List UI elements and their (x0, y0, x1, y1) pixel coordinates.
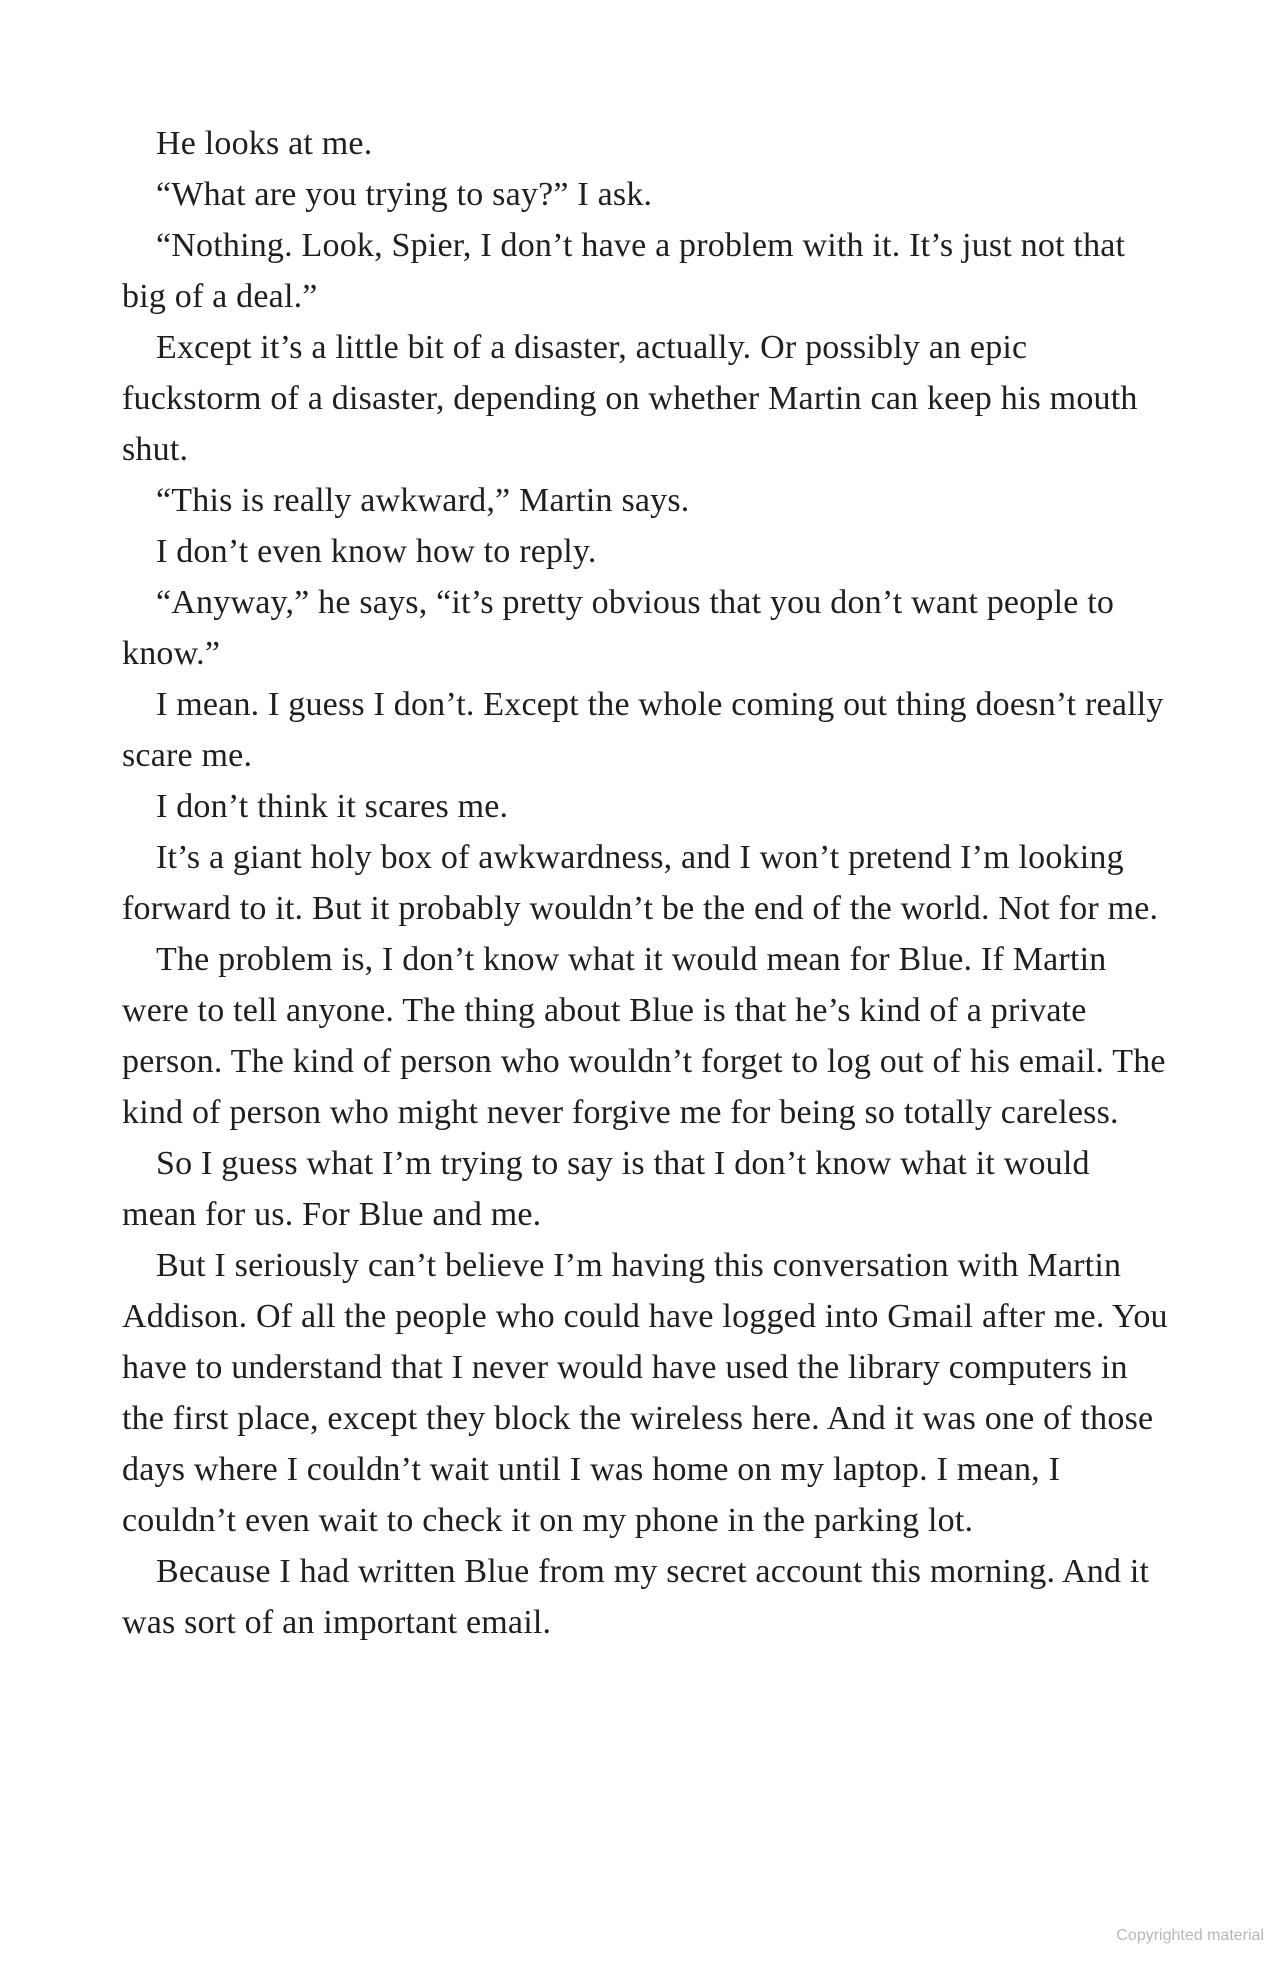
paragraph: “This is really awkward,” Martin says. (156, 482, 690, 519)
copyright-notice: Copyrighted material (1116, 1927, 1264, 1944)
paragraph: The problem is, I don’t know what it would mean for Blue. If Martin were to tell anyone. The thing about Blue is that he’s kind of a private person. The kind of person who wouldn’t forget to log out of his email. The kind of person who might never forgive me for being so totally careless. (122, 941, 1166, 1131)
paragraph: “Anyway,” he says, “it’s pretty obvious that you don’t want people to know.” (122, 584, 1115, 672)
paragraph: He looks at me. (156, 125, 373, 162)
text-block (122, 118, 1168, 1648)
paragraph: But I seriously can’t believe I’m having this conversation with Martin Addison. Of all the people who could have logged into Gmail after me. You have to understand that I never would have used the library computers in the first place, except they block the wireless here. And it was one of those days where I couldn’t wait until I was home on my laptop. I mean, I couldn’t even wait to check it on my phone in the parking lot. (122, 1247, 1168, 1539)
paragraph: It’s a giant holy box of awkwardness, and I won’t pretend I’m looking forward to it. But it probably wouldn’t be the end of the world. Not for me. (122, 839, 1159, 927)
paragraph: I don’t think it scares me. (156, 788, 509, 825)
paragraph: Because I had written Blue from my secret account this morning. And it was sort of an important email. (122, 1553, 1150, 1641)
paragraph: “Nothing. Look, Spier, I don’t have a problem with it. It’s just not that big of a deal.” (122, 227, 1126, 315)
paragraph: So I guess what I’m trying to say is that I don’t know what it would mean for us. For Blue and me. (122, 1145, 1090, 1233)
paragraph: I mean. I guess I don’t. Except the whole coming out thing doesn’t really scare me. (122, 686, 1164, 774)
paragraph: I don’t even know how to reply. (156, 533, 597, 570)
paragraph: Except it’s a little bit of a disaster, actually. Or possibly an epic fuckstorm of a disaster, depending on whether Martin can keep his mouth shut. (122, 329, 1138, 468)
paragraph: “What are you trying to say?” I ask. (156, 176, 653, 213)
